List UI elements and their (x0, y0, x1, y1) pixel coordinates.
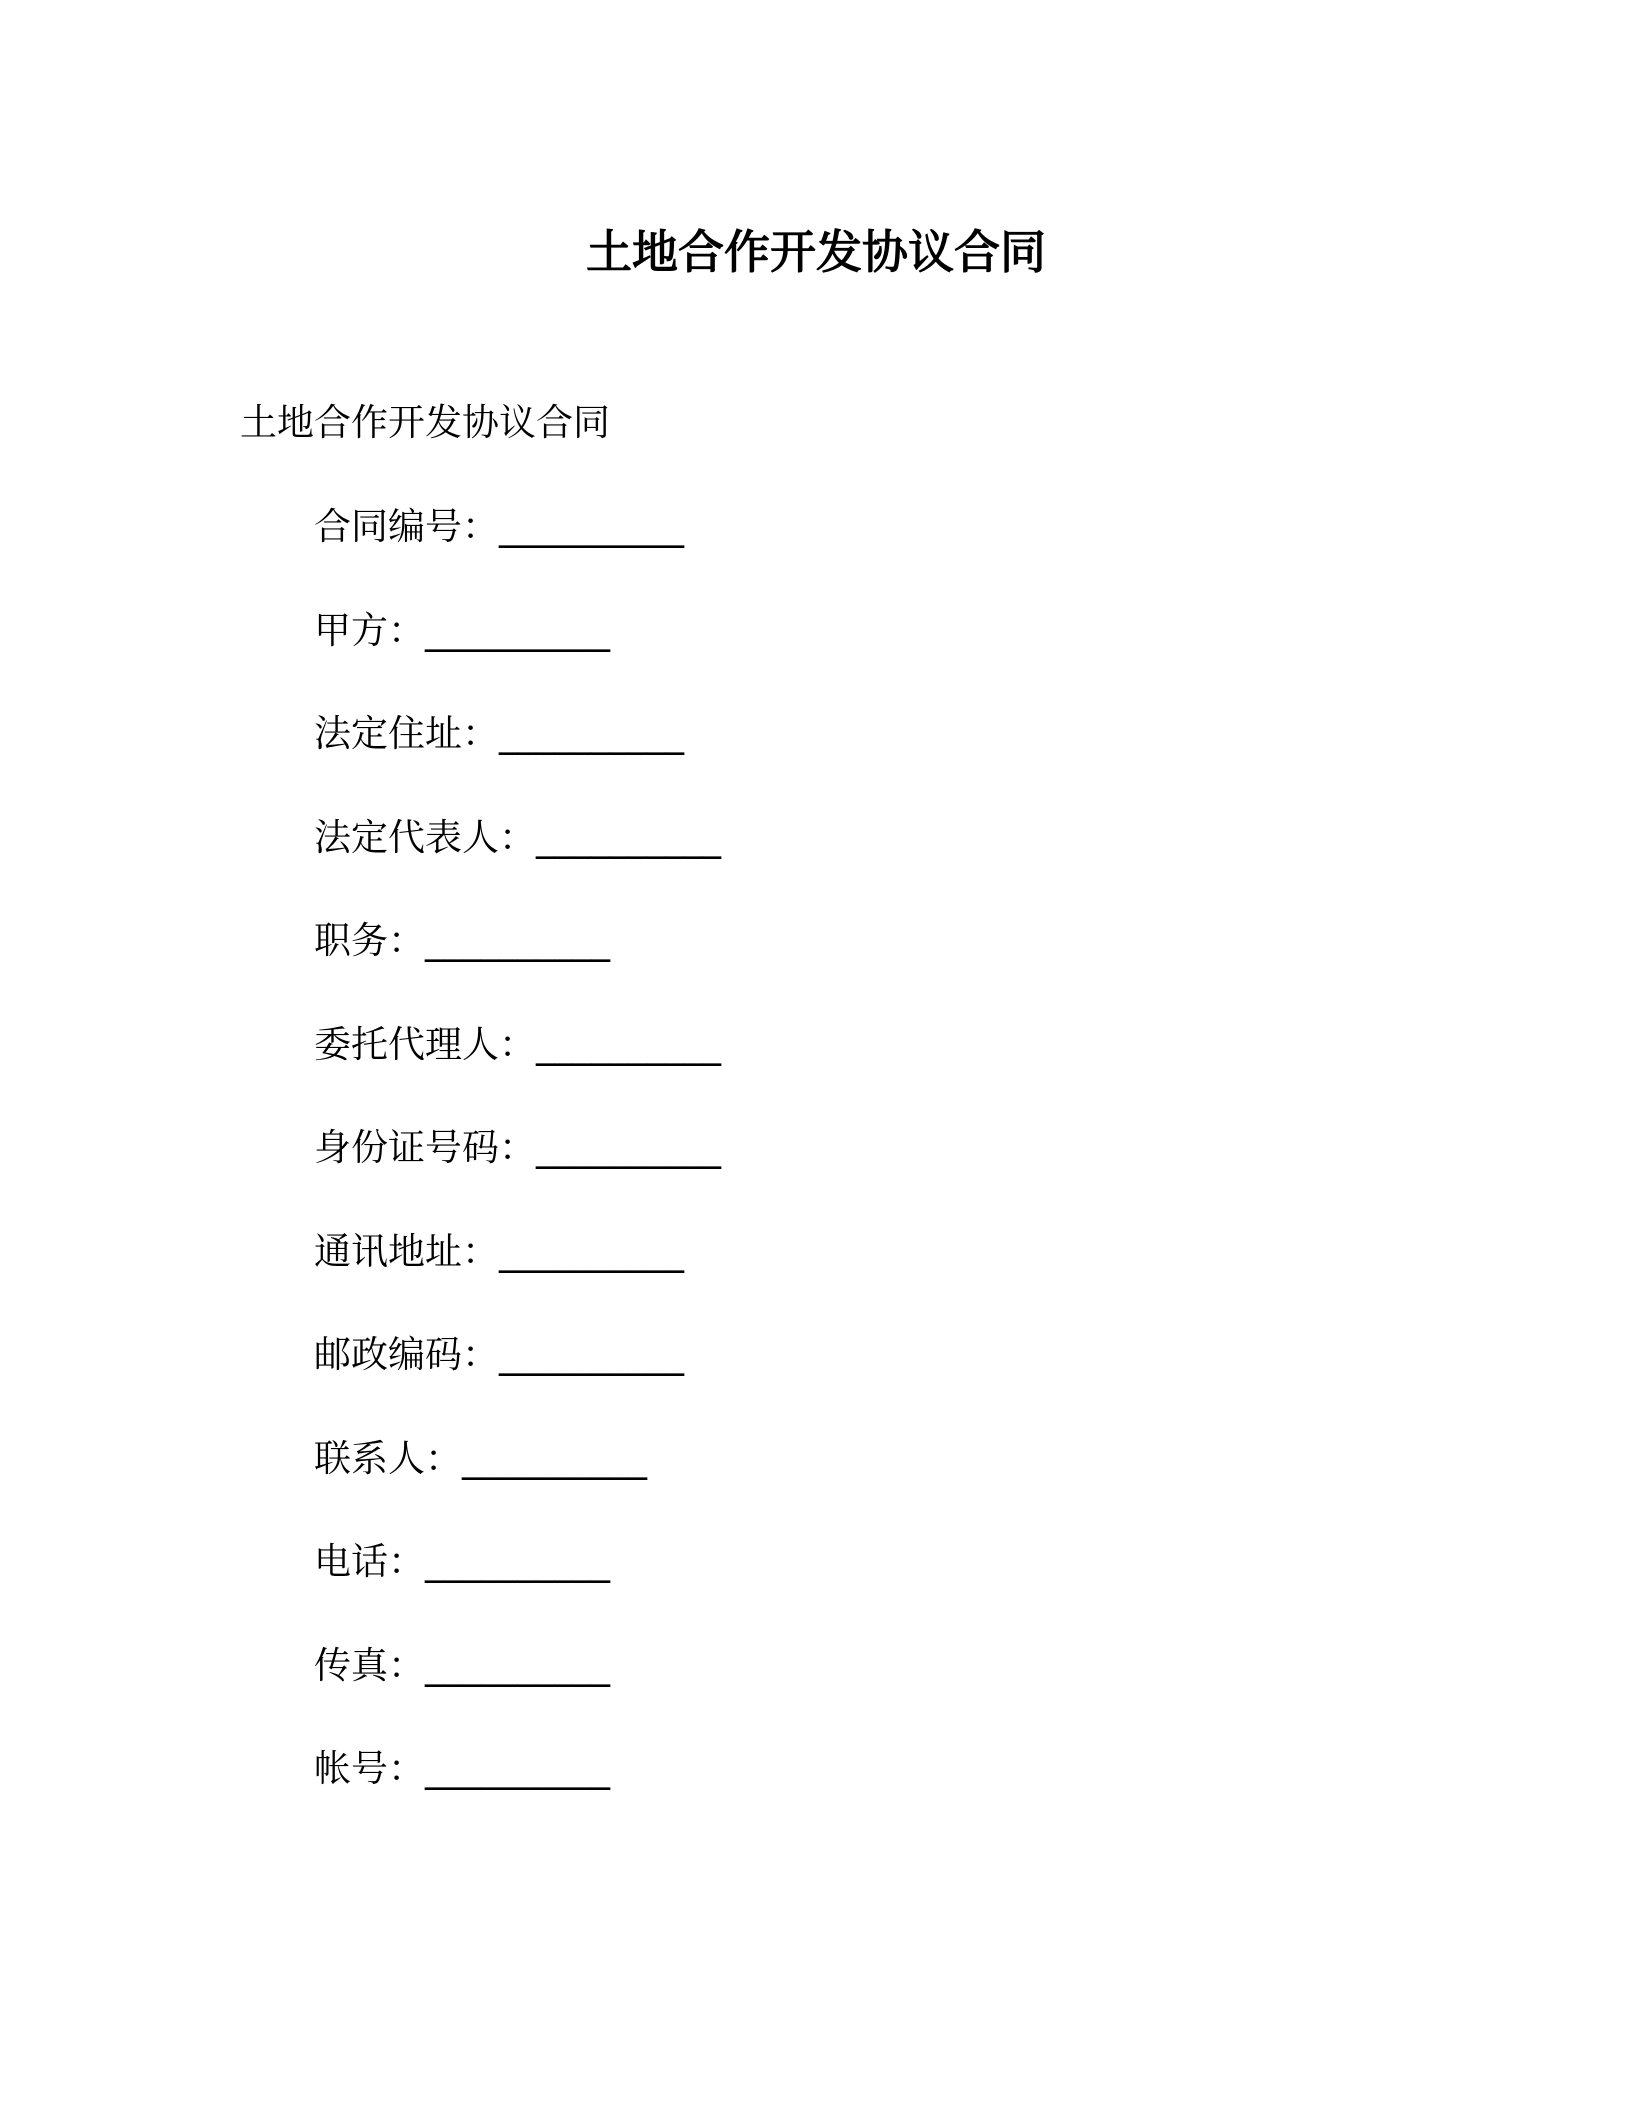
fill-in-blank: __________ (536, 1126, 721, 1169)
field-legal-address (314, 709, 721, 813)
field-postal-code (314, 1330, 721, 1434)
field-phone (314, 1537, 721, 1641)
field-label: 通讯地址： (314, 1229, 499, 1273)
field-id-number (314, 1123, 721, 1227)
field-label: 职务： (314, 919, 425, 962)
field-label: 法定代表人： (314, 815, 536, 859)
fill-in-blank: __________ (425, 919, 610, 962)
fill-in-blank: __________ (425, 608, 610, 652)
field-contract-number (314, 502, 721, 606)
field-label: 帐号： (314, 1747, 425, 1790)
fill-in-blank: __________ (499, 505, 684, 548)
fill-in-blank: __________ (462, 1436, 647, 1480)
field-label: 电话： (314, 1540, 425, 1583)
field-label: 身份证号码： (314, 1126, 536, 1169)
field-mailing-address (314, 1227, 721, 1331)
page-title: 土地合作开发协议合同 (586, 225, 1046, 279)
field-label: 合同编号： (314, 505, 499, 548)
field-label: 法定住址： (314, 712, 499, 755)
field-label: 甲方： (314, 608, 425, 652)
fill-in-blank: __________ (499, 1229, 684, 1273)
fill-in-blank: __________ (536, 1022, 721, 1066)
field-party-a (314, 606, 721, 710)
field-label: 邮政编码： (314, 1333, 499, 1376)
field-position (314, 916, 721, 1020)
fill-in-blank: __________ (536, 815, 721, 859)
field-label: 委托代理人： (314, 1022, 536, 1066)
field-account-number (314, 1744, 721, 1848)
field-contact-person (314, 1434, 721, 1538)
fill-in-blank: __________ (425, 1747, 610, 1790)
fill-in-blank: __________ (499, 712, 684, 755)
field-label: 传真： (314, 1643, 425, 1687)
fill-in-blank: __________ (425, 1540, 610, 1583)
contract-field-list (314, 502, 721, 1848)
field-label: 联系人： (314, 1436, 462, 1480)
fill-in-blank: __________ (499, 1333, 684, 1376)
field-fax (314, 1641, 721, 1745)
field-authorized-agent (314, 1020, 721, 1124)
fill-in-blank: __________ (425, 1643, 610, 1687)
field-legal-representative (314, 813, 721, 917)
section-heading: 土地合作开发协议合同 (240, 401, 610, 444)
